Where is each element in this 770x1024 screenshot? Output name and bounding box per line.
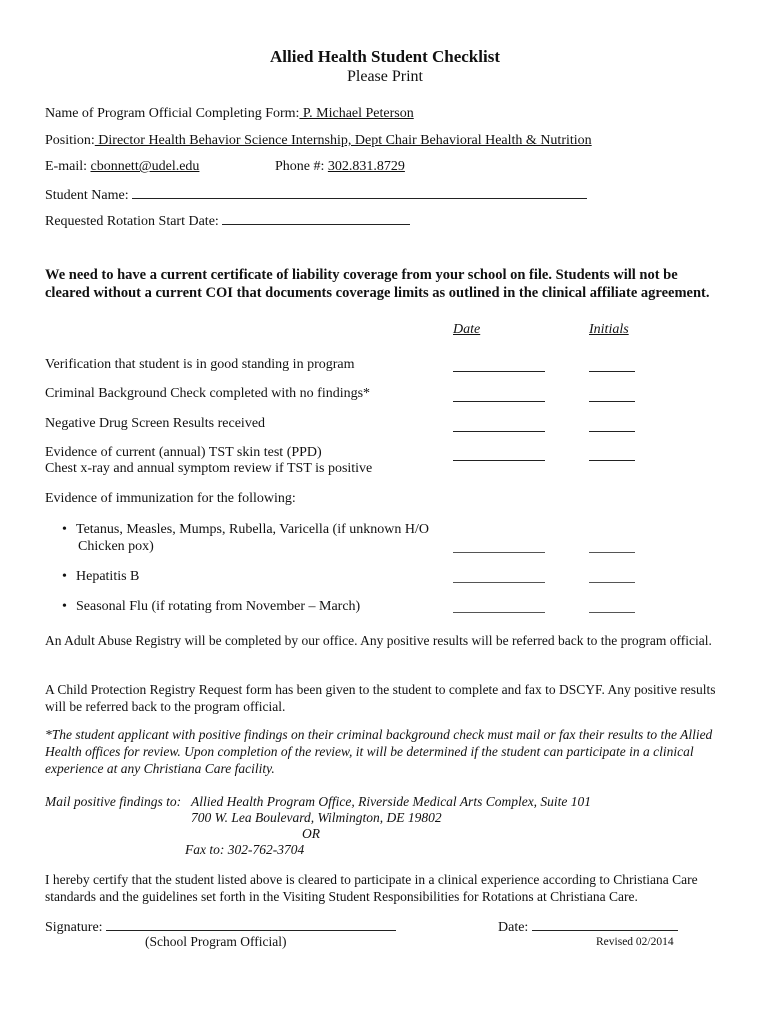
- immunization-heading: Evidence of immunization for the following:: [45, 491, 296, 506]
- date-field[interactable]: [453, 417, 545, 431]
- position-label: Position:: [45, 133, 95, 148]
- initials-field[interactable]: [589, 387, 635, 401]
- date-field[interactable]: [453, 598, 545, 612]
- checklist-item: Criminal Background Check completed with no findings*: [45, 386, 371, 401]
- start-date-row: [45, 212, 410, 230]
- signature-caption: (School Program Official): [145, 934, 287, 949]
- date-field[interactable]: [453, 538, 545, 552]
- official-name-value[interactable]: P. Michael Peterson: [299, 106, 414, 121]
- date-field[interactable]: [453, 387, 545, 401]
- email-row: [45, 159, 199, 175]
- signature-label: Signature:: [45, 920, 107, 935]
- column-header-date: Date: [453, 322, 481, 337]
- mail-or: OR: [302, 826, 320, 841]
- signature-date-row: [498, 918, 678, 936]
- position-value[interactable]: Director Health Behavior Science Internship, Dept Chair Behavioral Health & Nutrition: [94, 133, 592, 148]
- immunization-item: • Hepatitis B: [76, 569, 139, 585]
- initials-field[interactable]: [589, 446, 635, 460]
- signature-date-field[interactable]: [532, 918, 678, 931]
- initials-field[interactable]: [589, 357, 635, 371]
- official-name-row: [45, 106, 414, 122]
- initials-field[interactable]: [589, 417, 635, 431]
- checklist-item: Evidence of current (annual) TST skin test (PPD): [45, 445, 322, 460]
- start-date-label: Requested Rotation Start Date:: [45, 214, 219, 229]
- fax-number: Fax to: 302-762-3704: [185, 842, 305, 857]
- checklist-item: Verification that student is in good standing in program: [45, 357, 355, 372]
- student-name-label: Student Name:: [45, 188, 129, 203]
- student-name-field[interactable]: [132, 186, 587, 199]
- position-row: [45, 133, 592, 149]
- adult-abuse-paragraph: An Adult Abuse Registry will be completed by our office. Any positive results will be referred back to the program official.: [45, 633, 712, 648]
- phone-row: [275, 159, 405, 175]
- email-label: E-mail:: [45, 159, 91, 174]
- phone-label: Phone #:: [275, 159, 328, 174]
- immunization-item: • Seasonal Flu (if rotating from November – March): [76, 599, 360, 615]
- signature-field[interactable]: [106, 918, 396, 931]
- date-field[interactable]: [453, 568, 545, 582]
- initials-field[interactable]: [589, 568, 635, 582]
- mail-address-line1: Allied Health Program Office, Riverside Medical Arts Complex, Suite 101: [191, 794, 592, 809]
- email-value[interactable]: cbonnett@udel.edu: [90, 159, 200, 174]
- date-field[interactable]: [453, 446, 545, 460]
- immunization-item: • Tetanus, Measles, Mumps, Rubella, Varicella (if unknown H/O: [76, 522, 429, 538]
- initials-field[interactable]: [589, 598, 635, 612]
- date-field[interactable]: [453, 357, 545, 371]
- initials-field[interactable]: [589, 538, 635, 552]
- mail-label: Mail positive findings to:: [45, 794, 182, 809]
- revision-note: Revised 02/2014: [596, 936, 674, 948]
- start-date-field[interactable]: [222, 212, 410, 225]
- checklist-item-note: Chest x-ray and annual symptom review if TST is positive: [45, 461, 373, 476]
- certification-paragraph: I hereby certify that the student listed above is cleared to participate in a clinical experience according to Christiana Care standards and the guidelines set forth in the Visiting Student Responsibilities for Rotations at Christiana Care.: [45, 872, 698, 904]
- signature-date-label: Date:: [498, 920, 532, 935]
- document-subtitle: Please Print: [347, 68, 423, 85]
- liability-notice: We need to have a current certificate of liability coverage from your school on file. Students will not be cleared without a current COI that documents coverage limits as outlined in the clinical affiliate agreement.: [45, 267, 710, 301]
- child-protection-paragraph: A Child Protection Registry Request form has been given to the student to complete and fax to DSCYF. Any positive results will be referred back to the program official.: [45, 682, 716, 714]
- criminal-note-paragraph: *The student applicant with positive findings on their criminal background check must mail or fax their results to the Allied Health offices for review. Upon completion of the review, it will be determined if the student can participate in a clinical experience at any Christiana Care facility.: [45, 727, 713, 776]
- document-title: Allied Health Student Checklist: [270, 47, 500, 66]
- immunization-item-continued: Chicken pox): [78, 539, 154, 554]
- phone-value[interactable]: 302.831.8729: [327, 159, 405, 174]
- student-name-row: [45, 186, 587, 204]
- column-header-initials: Initials: [589, 322, 629, 337]
- checklist-item: Negative Drug Screen Results received: [45, 416, 266, 431]
- mail-address-line2: 700 W. Lea Boulevard, Wilmington, DE 19802: [191, 810, 442, 825]
- official-name-label: Name of Program Official Completing Form:: [45, 106, 300, 121]
